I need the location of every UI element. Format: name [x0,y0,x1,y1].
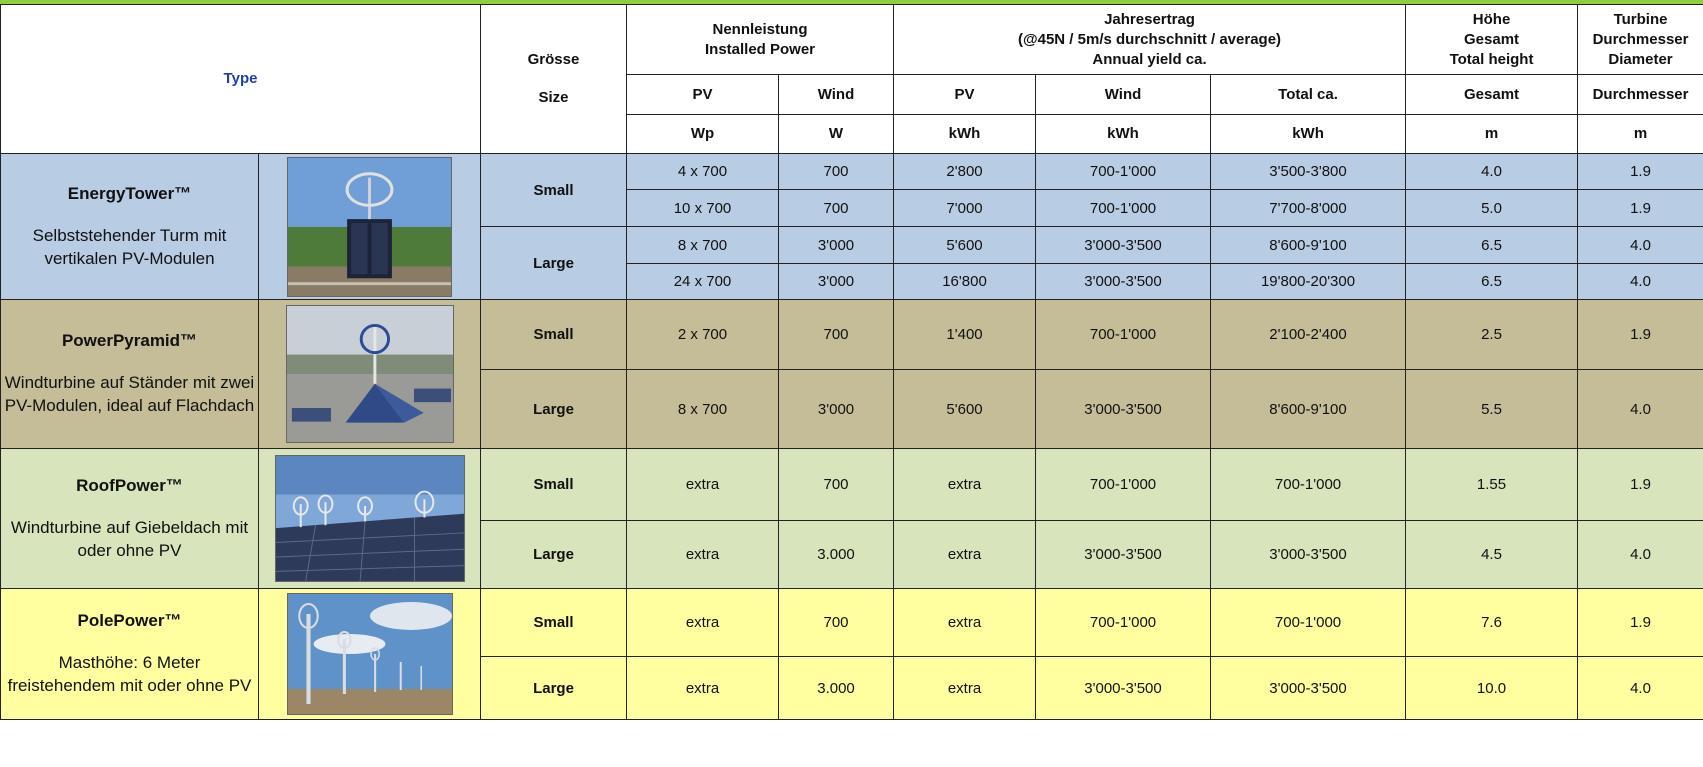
product-row [1,300,1703,370]
cell-height: 6.5 [1406,227,1578,264]
diameter-header-l1: Turbine [1613,10,1668,28]
cell-wind-yield: 700-1'000 [1036,589,1211,657]
size-header-en: Size [538,89,569,106]
cell-diameter: 4.0 [1578,264,1703,300]
cell-height: 1.55 [1406,449,1578,521]
type-header: Type [1,5,481,154]
cell-pv-wp: 2 x 700 [627,300,779,370]
subheader-gesamt: Gesamt [1406,75,1578,115]
cell-pv-yield: 7'000 [894,190,1036,227]
product-info-cell [1,589,259,720]
product-info-cell [1,300,259,449]
cell-wind-w: 3'000 [779,370,894,449]
height-header-l3: Total height [1449,50,1534,68]
cell-wind-w: 700 [779,154,894,190]
cell-pv-wp: 8 x 700 [627,227,779,264]
size-label: Small [481,449,627,521]
size-label: Large [481,657,627,720]
subheader-wind: Wind [779,75,894,115]
size-label: Small [481,300,627,370]
product-name: PolePower™ [77,611,182,630]
cell-pv-yield: 16'800 [894,264,1036,300]
product-row [1,449,1703,521]
cell-pv-wp: extra [627,449,779,521]
cell-diameter: 1.9 [1578,154,1703,190]
cell-pv-yield: 5'600 [894,370,1036,449]
cell-total-yield: 700-1'000 [1211,449,1406,521]
yield-header-en: Annual yield ca. [1092,50,1207,68]
cell-pv-wp: 4 x 700 [627,154,779,190]
unit-kwh-total: kWh [1211,115,1406,154]
unit-m-height: m [1406,115,1578,154]
product-description: Windturbine auf Ständer mit zwei PV-Modulen, ideal auf Flachdach [4,373,255,415]
product-name: EnergyTower™ [67,183,192,203]
power-header [627,5,894,75]
subheader-pv: PV [627,75,779,115]
cell-diameter: 1.9 [1578,449,1703,521]
energy-tower-photo [287,157,452,297]
subheader-wind-yield: Wind [1036,75,1211,115]
cell-height: 2.5 [1406,300,1578,370]
product-name: RoofPower™ [76,475,183,495]
cell-pv-yield: extra [894,589,1036,657]
subheader-total: Total ca. [1211,75,1406,115]
cell-total-yield: 2'100-2'400 [1211,300,1406,370]
power-header-en: Installed Power [704,40,816,58]
cell-height: 7.6 [1406,589,1578,657]
power-header-de: Nennleistung [712,20,808,38]
cell-wind-w: 700 [779,449,894,521]
cell-diameter: 4.0 [1578,227,1703,264]
cell-diameter: 4.0 [1578,370,1703,449]
cell-total-yield: 3'500-3'800 [1211,154,1406,190]
cell-wind-w: 3'000 [779,227,894,264]
product-photo-cell [259,449,481,589]
cell-wind-yield: 700-1'000 [1036,449,1211,521]
unit-kwh-pv: kWh [894,115,1036,154]
height-header-l1: Höhe [1472,10,1511,28]
cell-height: 6.5 [1406,264,1578,300]
cell-pv-wp: 10 x 700 [627,190,779,227]
product-photo-cell [259,300,481,449]
pole-power-photo [287,593,453,715]
size-label: Large [481,370,627,449]
cell-total-yield: 8'600-9'100 [1211,370,1406,449]
cell-height: 4.0 [1406,154,1578,190]
cell-pv-yield: extra [894,657,1036,720]
cell-wind-w: 3.000 [779,657,894,720]
cell-pv-yield: extra [894,449,1036,521]
cell-height: 5.5 [1406,370,1578,449]
product-row [1,154,1703,190]
cell-wind-w: 700 [779,300,894,370]
cell-wind-yield: 700-1'000 [1036,190,1211,227]
cell-total-yield: 3'000-3'500 [1211,657,1406,720]
bottom-edge [0,762,1703,767]
size-header-de: Grösse [527,51,580,68]
diameter-header [1578,5,1703,75]
cell-diameter: 4.0 [1578,521,1703,589]
power-pyramid-photo [286,305,454,443]
cell-diameter: 4.0 [1578,657,1703,720]
cell-wind-w: 700 [779,190,894,227]
cell-wind-w: 700 [779,589,894,657]
cell-wind-yield: 3'000-3'500 [1036,264,1211,300]
cell-wind-yield: 700-1'000 [1036,300,1211,370]
cell-pv-wp: extra [627,521,779,589]
product-photo-cell [259,154,481,300]
cell-total-yield: 7'700-8'000 [1211,190,1406,227]
cell-pv-wp: 24 x 700 [627,264,779,300]
cell-pv-wp: extra [627,589,779,657]
subheader-durchmesser: Durchmesser [1578,75,1703,115]
cell-height: 4.5 [1406,521,1578,589]
cell-height: 5.0 [1406,190,1578,227]
cell-total-yield: 8'600-9'100 [1211,227,1406,264]
cell-wind-yield: 3'000-3'500 [1036,657,1211,720]
roof-power-photo [275,455,465,582]
product-info-cell [1,154,259,300]
yield-header-cond: (@45N / 5m/s durchschnitt / average) [1018,30,1282,48]
cell-total-yield: 19'800-20'300 [1211,264,1406,300]
cell-diameter: 1.9 [1578,300,1703,370]
cell-height: 10.0 [1406,657,1578,720]
yield-header [894,5,1406,75]
height-header [1406,5,1578,75]
subheader-pv-yield: PV [894,75,1036,115]
cell-pv-yield: 1'400 [894,300,1036,370]
size-label: Small [481,154,627,227]
unit-kwh-wind: kWh [1036,115,1211,154]
cell-pv-yield: extra [894,521,1036,589]
cell-pv-wp: extra [627,657,779,720]
cell-pv-wp: 8 x 700 [627,370,779,449]
cell-diameter: 1.9 [1578,190,1703,227]
cell-wind-w: 3'000 [779,264,894,300]
cell-pv-yield: 5'600 [894,227,1036,264]
cell-wind-yield: 3'000-3'500 [1036,227,1211,264]
cell-wind-yield: 3'000-3'500 [1036,370,1211,449]
size-label: Large [481,521,627,589]
product-info-cell [1,449,259,589]
product-description: Windturbine auf Giebeldach mit oder ohne PV [10,517,249,560]
cell-diameter: 1.9 [1578,589,1703,657]
cell-pv-yield: 2'800 [894,154,1036,190]
cell-total-yield: 700-1'000 [1211,589,1406,657]
unit-w: W [779,115,894,154]
yield-header-de: Jahresertrag [1104,10,1195,28]
diameter-header-l3: Diameter [1608,50,1673,68]
product-description: Masthöhe: 6 Meter freistehendem mit oder ohne PV [7,653,252,695]
unit-wp: Wp [627,115,779,154]
diameter-header-l2: Durchmesser [1592,30,1689,48]
cell-total-yield: 3'000-3'500 [1211,521,1406,589]
header-row-1 [1,5,1703,75]
cell-wind-yield: 3'000-3'500 [1036,521,1211,589]
size-label: Small [481,589,627,657]
product-row [1,589,1703,657]
product-spec-table [0,4,1703,720]
cell-wind-yield: 700-1'000 [1036,154,1211,190]
product-photo-cell [259,589,481,720]
product-description: Selbststehender Turm mit vertikalen PV-Modulen [32,225,227,268]
cell-wind-w: 3.000 [779,521,894,589]
height-header-l2: Gesamt [1464,30,1520,48]
size-header [481,5,627,154]
unit-m-diameter: m [1578,115,1703,154]
product-name: PowerPyramid™ [61,331,198,350]
size-label: Large [481,227,627,300]
